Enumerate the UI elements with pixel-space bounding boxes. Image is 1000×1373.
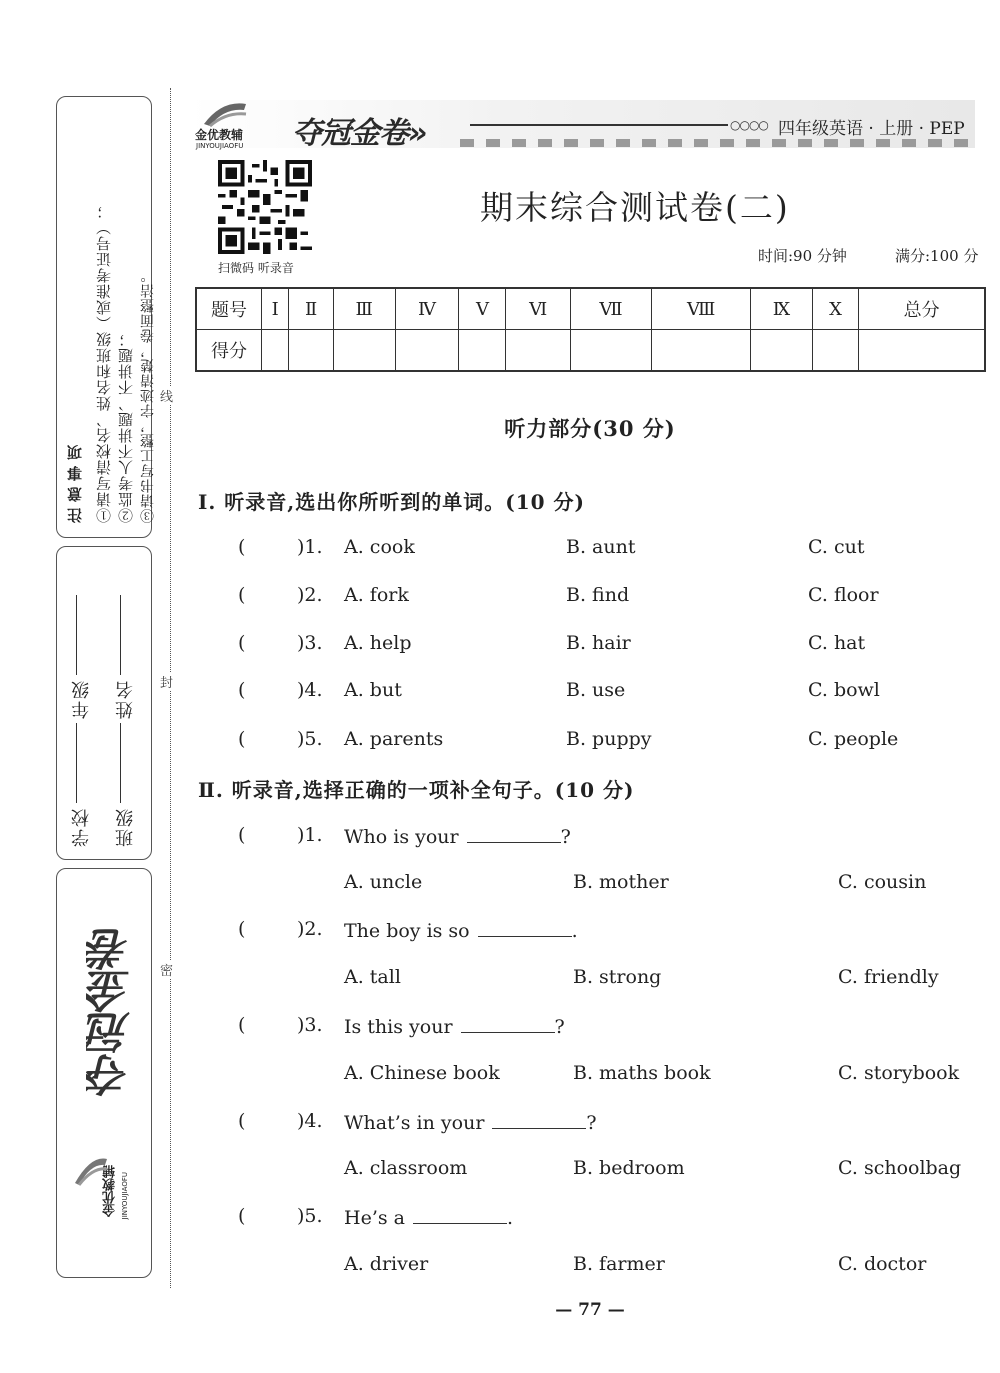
question-stem [344, 918, 578, 942]
option-c: C. bowl [808, 679, 880, 701]
option-a: A. tall [344, 966, 401, 988]
answer-bracket[interactable]: ( [238, 824, 246, 846]
option-c: C. storybook [838, 1062, 960, 1084]
score-cell[interactable] [459, 330, 506, 372]
answer-bracket[interactable]: ( [238, 1110, 246, 1132]
score-header-cell: Ⅳ [395, 288, 459, 330]
side-brand-text: 金优教辅 [103, 1165, 118, 1217]
class-label: 班级 [115, 807, 136, 847]
option-b: B. mother [573, 871, 669, 893]
answer-bracket[interactable]: ( [238, 584, 246, 606]
option-c: C. floor [808, 584, 879, 606]
option-c: C. schoolbag [838, 1157, 962, 1179]
option-a: A. driver [344, 1253, 429, 1275]
score-header-cell: Ⅱ [289, 288, 334, 330]
score-header-cell: 题号 [196, 288, 262, 330]
option-b: B. use [566, 679, 626, 701]
grade-input[interactable] [77, 595, 78, 675]
option-a: A. classroom [344, 1157, 468, 1179]
score-cell[interactable] [652, 330, 751, 372]
score-cell[interactable] [333, 330, 395, 372]
name-input[interactable] [121, 595, 122, 675]
answer-bracket[interactable]: ( [238, 536, 246, 558]
score-header-cell: Ⅴ [459, 288, 506, 330]
item-number: )5. [297, 1205, 323, 1227]
option-b: B. puppy [566, 728, 652, 750]
school-input[interactable] [77, 723, 78, 803]
option-b: B. hair [566, 632, 631, 654]
answer-blank[interactable] [461, 1014, 555, 1033]
answer-bracket[interactable]: ( [238, 918, 246, 940]
answer-blank[interactable] [478, 918, 572, 937]
score-cell[interactable] [262, 330, 289, 372]
score-header-cell: Ⅵ [506, 288, 570, 330]
cut-label-seal: 封 [160, 672, 173, 691]
item-number: )2. [297, 918, 323, 940]
question-stem [344, 1014, 565, 1038]
option-b: B. farmer [573, 1253, 665, 1275]
stem-end: ? [554, 1016, 565, 1038]
score-cell[interactable] [289, 330, 334, 372]
stem-end: . [506, 1207, 514, 1229]
score-table-score-row [196, 330, 985, 372]
exam-time: 时间:90 分钟 [758, 247, 847, 265]
option-a: A. fork [344, 584, 409, 606]
stem-text: He’s a [344, 1207, 405, 1229]
item-number: )1. [297, 536, 323, 558]
question-stem [344, 1205, 513, 1229]
school-label: 学校 [71, 807, 92, 847]
series-title: 夺冠金卷» [292, 116, 427, 151]
header-dots: ○○○○ [730, 118, 768, 132]
answer-bracket[interactable]: ( [238, 1205, 246, 1227]
name-label: 姓名 [115, 679, 136, 719]
brand-name: 金优教辅 [195, 128, 244, 142]
notice-line-3: ③请书写工整，字迹清楚，卷面整洁。 [140, 268, 156, 523]
cut-label-line: 线 [160, 386, 173, 405]
stem-text: Who is your [344, 826, 459, 848]
logo-box [56, 868, 152, 1278]
option-c: C. friendly [838, 966, 939, 988]
score-cell[interactable] [750, 330, 812, 372]
score-table [195, 287, 986, 372]
notice-line-1: ①请写清校名、姓名和班级（或准考证号）； [95, 203, 113, 523]
score-cell[interactable] [570, 330, 652, 372]
notice-line-2: ②监考人不讲题、不讲题； [117, 331, 135, 523]
question-stem [344, 1110, 597, 1134]
student-info-box [56, 546, 152, 860]
option-a: A. parents [344, 728, 444, 750]
option-a: A. help [344, 632, 412, 654]
option-b: B. maths book [573, 1062, 711, 1084]
option-c: C. doctor [838, 1253, 927, 1275]
side-logo-text: 夺冠金卷 [87, 929, 138, 1097]
answer-bracket[interactable]: ( [238, 632, 246, 654]
score-header-cell: Ⅸ [750, 288, 812, 330]
qr-caption: 扫微码 听录音 [218, 261, 294, 275]
score-cell[interactable] [395, 330, 459, 372]
stem-end: ? [586, 1112, 597, 1134]
school-grade-field [71, 591, 93, 847]
score-header-cell: Ⅷ [652, 288, 751, 330]
brand-book-icon [200, 98, 250, 128]
option-c: C. cut [808, 536, 865, 558]
score-row-label: 得分 [196, 330, 262, 372]
page-number: — 77 — [555, 1300, 625, 1320]
answer-blank[interactable] [467, 824, 561, 843]
option-b: B. bedroom [573, 1157, 685, 1179]
item-number: )3. [297, 1014, 323, 1036]
question-stem [344, 824, 571, 848]
score-header-cell: 总分 [859, 288, 985, 330]
item-number: )4. [297, 679, 323, 701]
score-table-header-row [196, 288, 985, 330]
grade-label: 年级 [71, 679, 92, 719]
item-number: )4. [297, 1110, 323, 1132]
option-b: B. aunt [566, 536, 636, 558]
class-input[interactable] [121, 723, 122, 803]
side-book-icon [71, 1149, 111, 1189]
option-b: B. strong [573, 966, 662, 988]
item-number: )3. [297, 632, 323, 654]
option-a: A. Chinese book [344, 1062, 500, 1084]
stem-text: What’s in your [344, 1112, 485, 1134]
score-header-cell: Ⅹ [812, 288, 859, 330]
option-c: C. people [808, 728, 899, 750]
item-number: )1. [297, 824, 323, 846]
class-name-field [115, 591, 137, 847]
stem-text: The boy is so [344, 920, 470, 942]
stem-end: . [571, 920, 578, 942]
notice-heading: 注意事项 [66, 439, 84, 523]
answer-blank[interactable] [413, 1205, 507, 1224]
page-title: 期末综合测试卷(二) [480, 188, 790, 227]
score-cell[interactable] [506, 330, 570, 372]
score-cell[interactable] [812, 330, 859, 372]
option-c: C. hat [808, 632, 866, 654]
header-rule [470, 124, 728, 126]
notice-box [56, 96, 156, 538]
option-b: B. find [566, 584, 630, 606]
score-header-cell: Ⅶ [570, 288, 652, 330]
score-cell[interactable] [859, 330, 985, 372]
score-header-cell: Ⅰ [262, 288, 289, 330]
cut-label-secret: 密 [160, 960, 173, 979]
part2-heading: Ⅱ. 听录音,选择正确的一项补全句子。(10 分) [198, 778, 635, 802]
item-number: )2. [297, 584, 323, 606]
option-c: C. cousin [838, 871, 927, 893]
part1-heading: Ⅰ. 听录音,选出你所听到的单词。(10 分) [198, 490, 585, 514]
side-brand-pinyin: JINYOUJIAOFU [121, 1171, 129, 1219]
full-score: 满分:100 分 [895, 247, 979, 265]
answer-bracket[interactable]: ( [238, 679, 246, 701]
option-a: A. cook [344, 536, 415, 558]
item-number: )5. [297, 728, 323, 750]
header-stripe [460, 139, 972, 147]
qr-code-icon[interactable] [218, 160, 312, 254]
grade-info: 四年级英语 · 上册 · PEP [778, 119, 965, 139]
answer-blank[interactable] [492, 1110, 586, 1129]
option-a: A. but [344, 679, 402, 701]
score-header-cell: Ⅲ [333, 288, 395, 330]
stem-text: Is this your [344, 1016, 453, 1038]
option-a: A. uncle [344, 871, 423, 893]
section-title-listening: 听力部分(30 分) [504, 416, 676, 441]
stem-end: ? [560, 826, 571, 848]
answer-bracket[interactable]: ( [238, 728, 246, 750]
answer-bracket[interactable]: ( [238, 1014, 246, 1036]
brand-pinyin: JINYOUJIAOFU [196, 142, 244, 150]
